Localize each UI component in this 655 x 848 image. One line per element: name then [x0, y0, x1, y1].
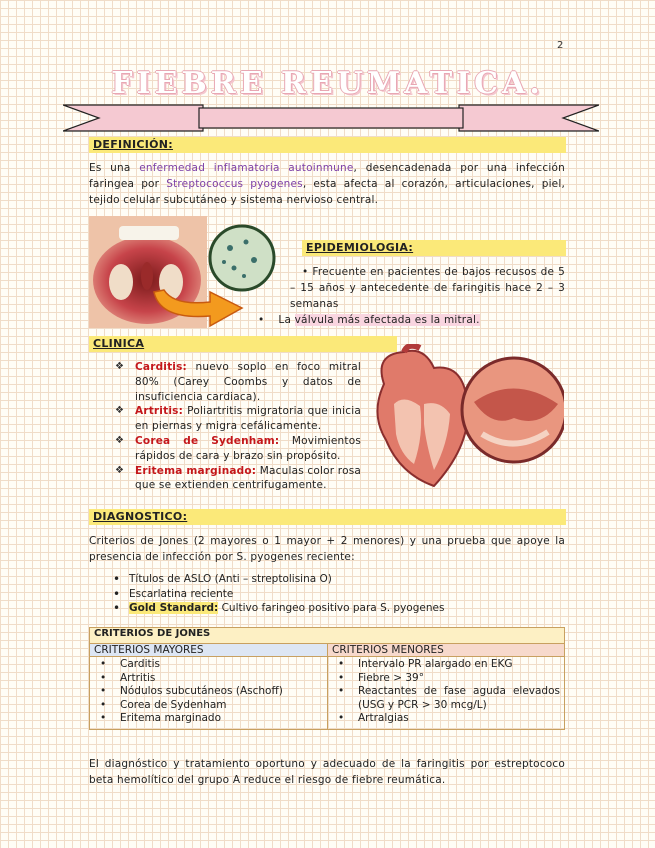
diagnostico-item: • Títulos de ASLO (Anti – streptolisina O): [105, 572, 545, 587]
ribbon-banner: [63, 101, 599, 135]
clinica-list: [109, 360, 361, 493]
mayor-item: • Nódulos subcutáneos (Aschoff): [94, 685, 323, 699]
clinica-header: CLINICA: [89, 336, 397, 352]
diagnostico-list: [105, 572, 545, 616]
definicion-text: Es una enfermedad inflamatoria autoinmune, desencadenada por una infección faringea por Streptococcus pyogenes, esta afecta al corazón, articulaciones, piel, tejido celular subcutáneo y sistema nervioso central.: [89, 162, 566, 206]
menor-item: • Reactantes de fase aguda elevados (USG y PCR > 30 mcg/L): [332, 685, 560, 712]
arrow-icon: [150, 286, 246, 330]
menor-item: • Intervalo PR alargado en EKG: [332, 658, 560, 672]
term-enfermedad: enfermedad inflamatoria autoinmune: [139, 162, 354, 174]
menores-header: CRITERIOS MENORES: [328, 644, 565, 657]
menor-item: • Fiebre > 39°: [332, 672, 560, 686]
jones-criteria-table: [89, 627, 565, 730]
diagnostico-intro: Criterios de Jones (2 mayores o 1 mayor + 2 menores) y una prueba que apoye la presencia de infección por S. pyogenes reciente:: [89, 535, 565, 563]
menores-list: [332, 658, 560, 726]
epidemiologia-item-1: • Frecuente en pacientes de bajos recusos de 5 – 15 años y antecedente de faringitis hace 2 – 3 semanas: [290, 266, 565, 310]
clinica-item: ❖ Artritis: Poliartritis migratoria que inicia en piernas y migra cefálicamente.: [109, 404, 361, 434]
clinica-item: ❖ Eritema marginado: Maculas color rosa que se extienden centrifugamente.: [109, 464, 361, 494]
mayor-item: • Corea de Sydenham: [94, 699, 323, 713]
mayor-item: • Eritema marginado: [94, 712, 323, 726]
clinica-item: ❖ Carditis: nuevo soplo en foco mitral 80% (Carey Coombs y datos de insuficiencia cardiaca).: [109, 360, 361, 404]
page-title: FIEBRE REUMATICA.: [111, 66, 544, 101]
heart-illustration: [364, 344, 564, 494]
mayor-item: • Carditis: [94, 658, 323, 672]
clinica-item: ❖ Corea de Sydenham: Movimientos rápidos de cara y brazo sin propósito.: [109, 434, 361, 464]
menor-item: • Artralgias: [332, 712, 560, 726]
mayores-header: CRITERIOS MAYORES: [90, 644, 328, 657]
mayores-list: [94, 658, 323, 726]
page-number: 2: [557, 40, 564, 51]
mayor-item: • Artritis: [94, 672, 323, 686]
conclusion-text: El diagnóstico y tratamiento oportuno y adecuado de la faringitis por estreptococo beta hemolítico del grupo A reduce el riesgo de fiebre reumática.: [89, 758, 565, 786]
diagnostico-header: DIAGNOSTICO:: [89, 509, 566, 525]
definicion-header: DEFINICIÓN:: [89, 137, 566, 153]
jones-table-title: CRITERIOS DE JONES: [90, 628, 565, 644]
term-streptococcus: Streptococcus pyogenes: [166, 178, 303, 190]
epidemiologia-header: EPIDEMIOLOGIA:: [302, 240, 566, 256]
diagnostico-item-gold: • Gold Standard: Cultivo faringeo positivo para S. pyogenes: [105, 601, 545, 616]
epidemiologia-item-2: • La válvula más afectada es la mitral.: [258, 314, 480, 326]
diagnostico-item: • Escarlatina reciente: [105, 587, 545, 602]
